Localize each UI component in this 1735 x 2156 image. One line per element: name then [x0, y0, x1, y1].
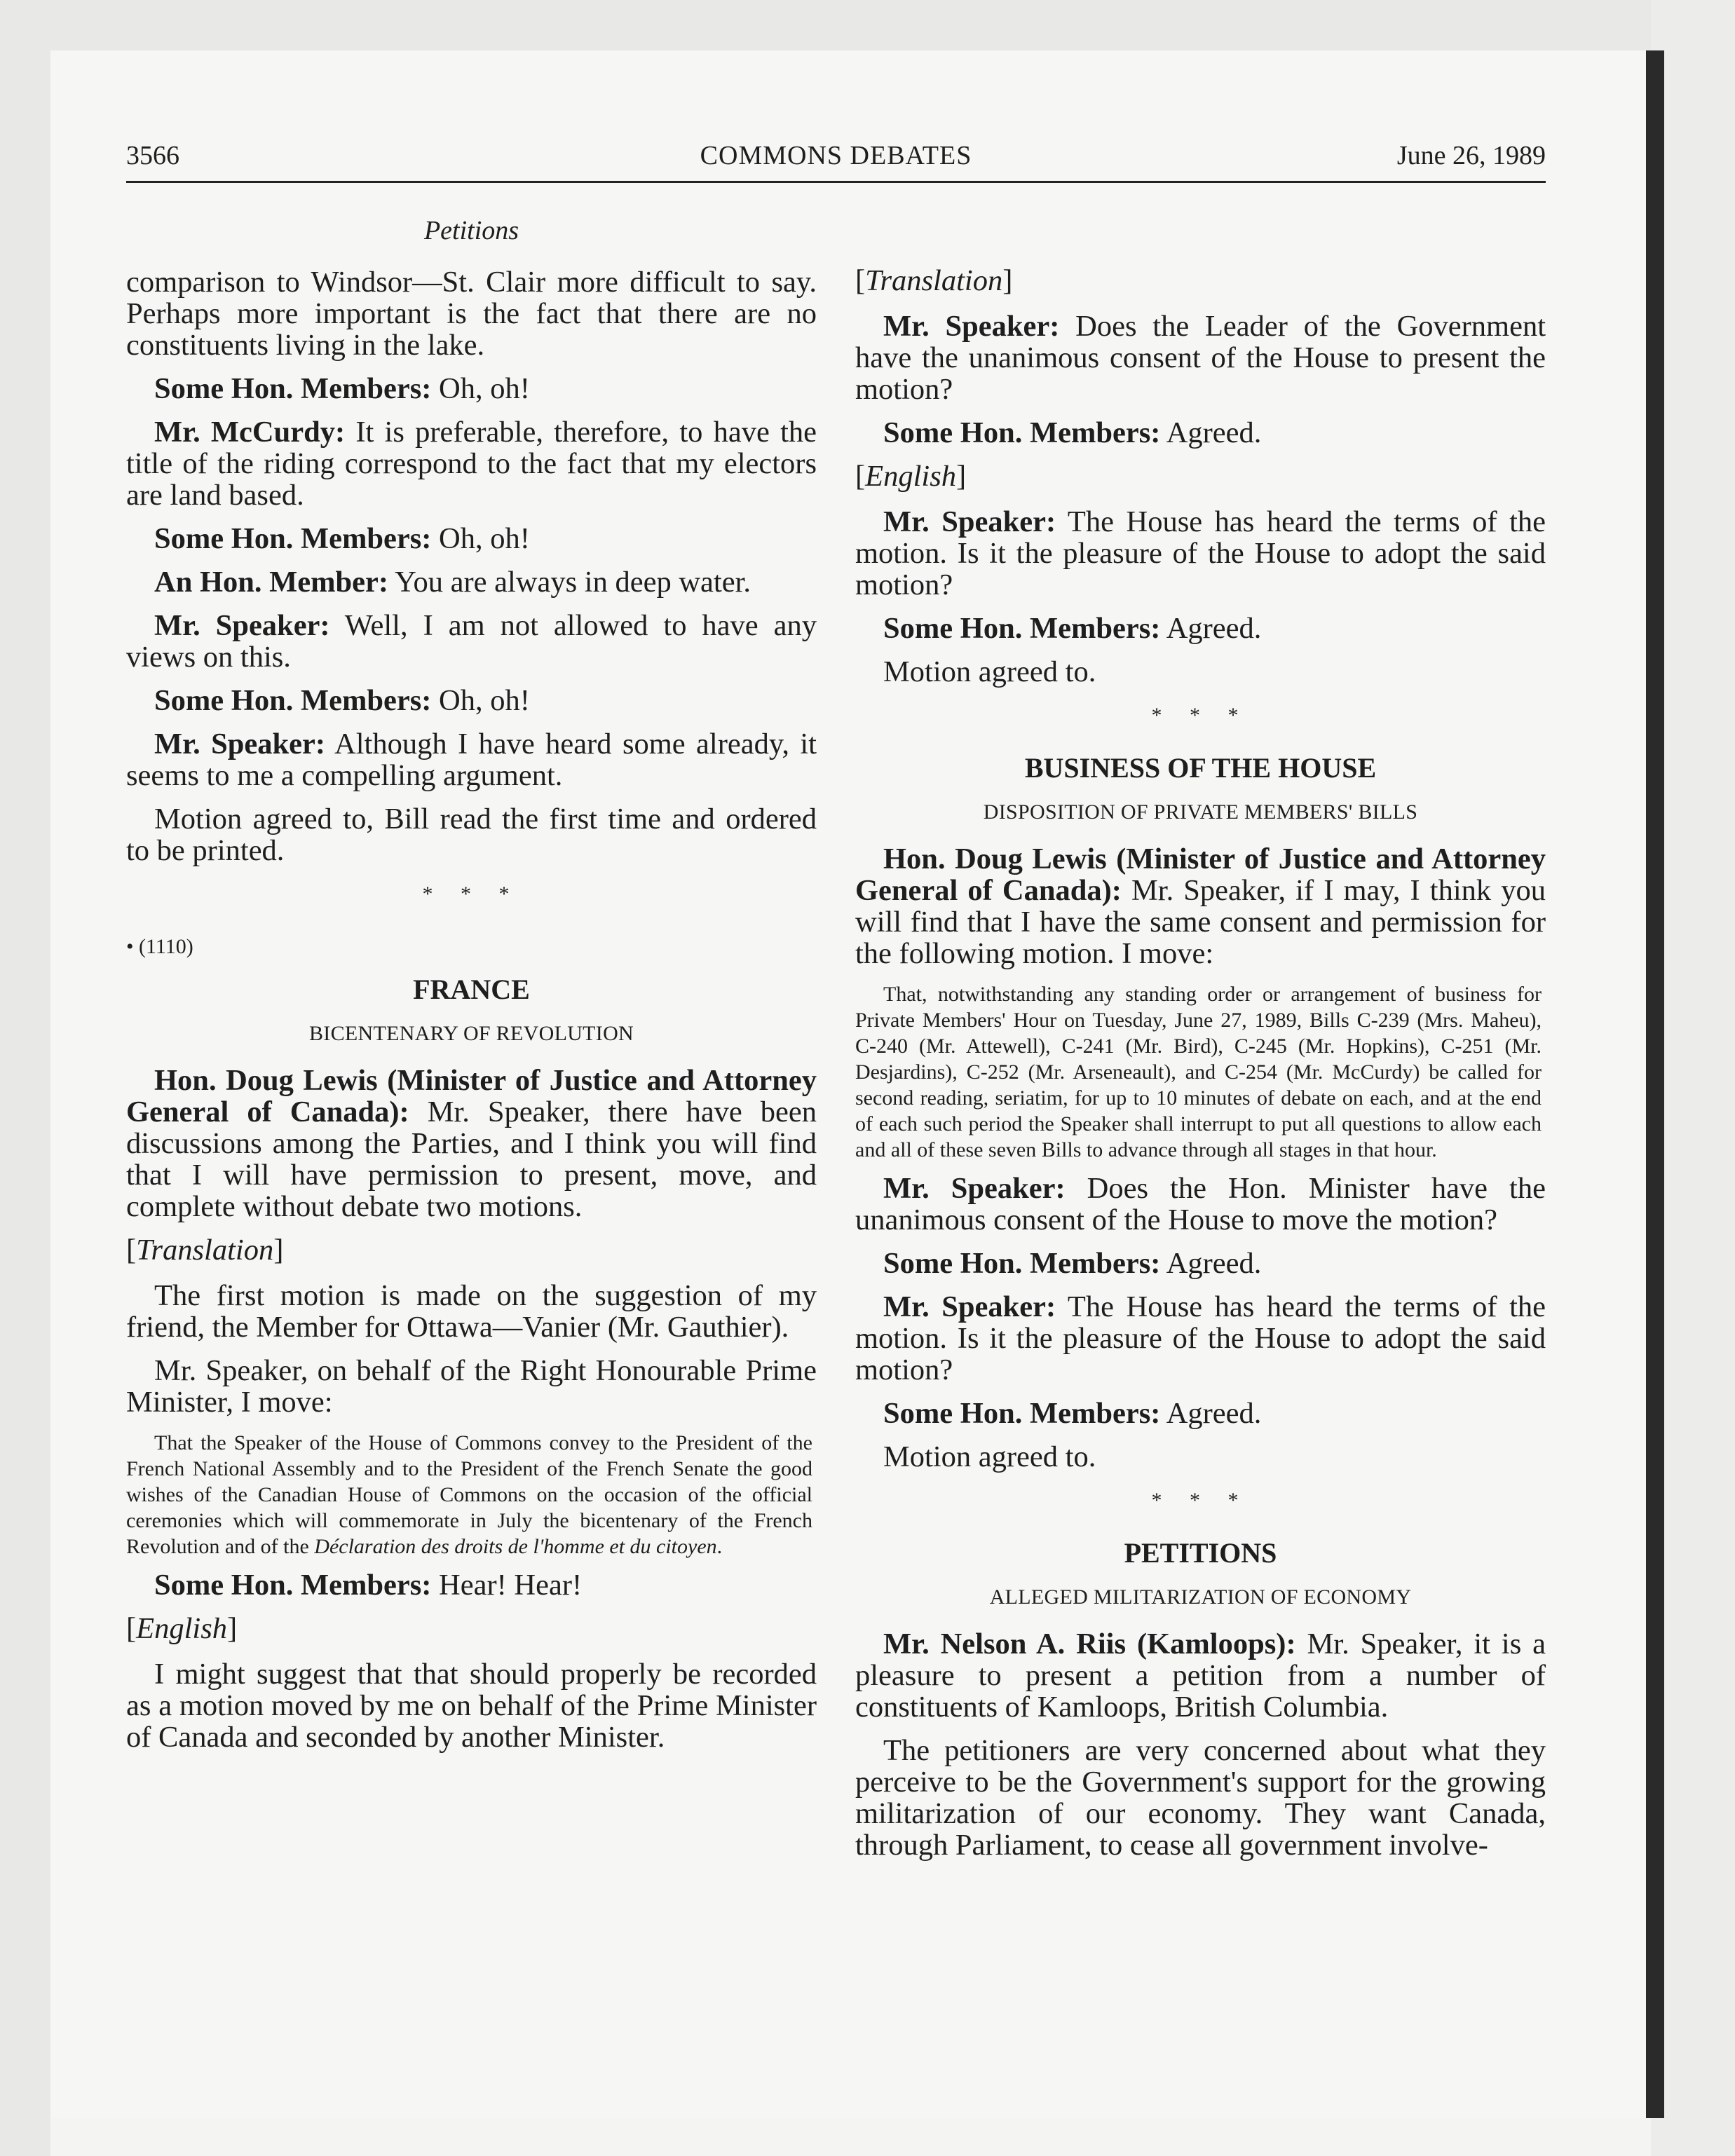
speaker-name: Mr. McCurdy:	[154, 416, 346, 449]
speech-text: Mr. Speaker, it is a pleasure to present a petition from a number of constituents of Kamloops, British Columbia.	[855, 1628, 1546, 1724]
paragraph	[855, 1628, 1546, 1723]
binding-edge-bar	[1646, 50, 1664, 2118]
speaker-name: Mr. Speaker:	[883, 310, 1060, 343]
header-date: June 26, 1989	[1396, 141, 1546, 170]
language-tag: [English]	[126, 1612, 238, 1645]
paragraph	[126, 728, 817, 791]
speech-text: Oh, oh!	[431, 522, 530, 555]
speech-text: Mr. Speaker, there have been discussions among the Parties, and I think you will find that I will have permission to present, move, and complete without debate two motions.	[126, 1096, 817, 1223]
paragraph: The first motion is made on the suggestion of my friend, the Member for Ottawa—Vanier (Mr. Gauthier).	[126, 1279, 817, 1344]
paragraph	[855, 843, 1546, 969]
paragraph	[855, 1291, 1546, 1386]
publication-title: COMMONS DEBATES	[700, 141, 972, 170]
left-column	[126, 266, 817, 1765]
paragraph	[126, 566, 817, 598]
subheading-private-members-bills: DISPOSITION OF PRIVATE MEMBERS' BILLS	[983, 800, 1418, 824]
speech-text: You are always in deep water.	[388, 566, 751, 599]
speaker-name: Some Hon. Members:	[154, 522, 432, 555]
speaker-name: Some Hon. Members:	[883, 416, 1161, 449]
section-separator: * * *	[422, 882, 521, 906]
paragraph: Motion agreed to.	[883, 1440, 1096, 1473]
speaker-name: Some Hon. Members:	[154, 1569, 432, 1602]
speech-text: Does the Leader of the Government have the unanimous consent of the House to present the motion?	[855, 310, 1546, 406]
paragraph: comparison to Windsor—St. Clair more difficult to say. Perhaps more important is the fact that there are no constituents living in the lake.	[126, 266, 817, 362]
language-tag-text: English	[865, 460, 957, 493]
speech-text: Oh, oh!	[431, 372, 530, 405]
speaker-name: Some Hon. Members:	[883, 612, 1161, 645]
paragraph	[855, 311, 1546, 405]
speech-text: The House has heard the terms of the motion. Is it the pleasure of the House to adopt the said motion?	[855, 1290, 1546, 1386]
paragraph	[126, 610, 817, 673]
speech-text: Mr. Speaker, if I may, I think you will find that I have the same consent and permission for the following motion. I move:	[855, 874, 1546, 970]
language-tag: [Translation]	[126, 1234, 284, 1267]
paragraph	[126, 1569, 817, 1601]
motion-italic-title: Déclaration des droits de l'homme et du citoyen	[314, 1535, 717, 1558]
speech-text: The House has heard the terms of the motion. Is it the pleasure of the House to adopt the said motion?	[855, 505, 1546, 601]
time-marker: • (1110)	[126, 935, 193, 958]
speech-text: It is preferable, therefore, to have the title of the riding correspond to the fact that my electors are land based.	[126, 416, 817, 512]
paragraph: The petitioners are very concerned about what they perceive to be the Government's support for the growing militarization of our economy. They want Canada, through Parliament, to cease all government involve-	[855, 1734, 1546, 1862]
speaker-name: An Hon. Member:	[154, 566, 389, 599]
subheading-militarization: ALLEGED MILITARIZATION OF ECONOMY	[989, 1585, 1412, 1609]
paragraph: Motion agreed to, Bill read the first time and ordered to be printed.	[126, 803, 817, 867]
speech-text: Does the Hon. Minister have the unanimous consent of the House to move the motion?	[855, 1172, 1546, 1236]
section-separator: * * *	[1151, 704, 1250, 727]
running-header	[126, 140, 1546, 179]
heading-france: FRANCE	[413, 974, 530, 1005]
paragraph	[855, 613, 1546, 644]
language-tag-text: Translation	[865, 264, 1003, 297]
speaker-name: Some Hon. Members:	[883, 1247, 1161, 1280]
paragraph: Motion agreed to.	[883, 655, 1096, 688]
page-number: 3566	[126, 141, 179, 170]
speaker-name: Mr. Speaker:	[883, 1172, 1066, 1205]
speech-text: Agreed.	[1160, 612, 1262, 645]
scan-border-left	[0, 0, 50, 2156]
motion-text: That, notwithstanding any standing order or arrangement of business for Private Members' Hour on Tuesday, June 27, 1989, Bills C-239 (Mrs. Maheu), C-240 (Mr. Attewell), C-241 (Mr. Bird), C-245 (Mr. Hopkins), C-251 (Mr. Desjardins), C-252 (Mr. Arseneault), and C-254 (Mr. McCurdy) be called for second reading, seriatim, for up to 10 minutes of debate on each, and at the end of each such period the Speaker shall interrupt to put all questions to allow each and all of these seven Bills to advance through all stages in that hour.	[855, 983, 1542, 1161]
language-tag-text: Translation	[136, 1234, 274, 1267]
section-separator: * * *	[1151, 1489, 1250, 1512]
subheading-bicentenary: BICENTENARY OF REVOLUTION	[308, 1022, 634, 1045]
paragraph	[126, 1065, 817, 1222]
paragraph: I might suggest that that should properly be recorded as a motion moved by me on behalf of the Prime Minister of Canada and seconded by another Minister.	[126, 1658, 817, 1754]
speech-text: Well, I am not allowed to have any views on this.	[126, 609, 817, 674]
speech-text: Agreed.	[1160, 1397, 1262, 1430]
paragraph	[855, 1248, 1546, 1279]
speaker-name: Mr. Speaker:	[883, 1290, 1056, 1323]
section-title: Petitions	[423, 216, 519, 245]
paragraph: Mr. Speaker, on behalf of the Right Honourable Prime Minister, I move:	[126, 1354, 817, 1419]
paragraph	[855, 1173, 1546, 1236]
paragraph	[855, 417, 1546, 449]
speaker-name: Hon. Doug Lewis (Minister of Justice and Attorney General of Canada):	[126, 1064, 817, 1128]
speech-text: Agreed.	[1160, 1247, 1262, 1280]
speaker-name: Some Hon. Members:	[883, 1397, 1161, 1430]
speaker-name: Some Hon. Members:	[154, 372, 432, 405]
speech-text: Although I have heard some already, it seems to me a compelling argument.	[126, 728, 817, 792]
speech-text: Hear! Hear!	[431, 1569, 583, 1602]
paragraph	[855, 506, 1546, 601]
speaker-name: Mr. Speaker:	[154, 609, 330, 642]
header-rule	[126, 181, 1546, 183]
language-tag: [English]	[855, 460, 967, 493]
paragraph	[126, 373, 817, 404]
speaker-name: Mr. Nelson A. Riis (Kamloops):	[883, 1628, 1296, 1660]
heading-business-of-the-house: BUSINESS OF THE HOUSE	[1024, 752, 1377, 784]
paragraph	[126, 416, 817, 511]
right-column	[855, 265, 1546, 1873]
speaker-name: Mr. Speaker:	[883, 505, 1056, 538]
speaker-name: Hon. Doug Lewis (Minister of Justice and Attorney General of Canada):	[855, 842, 1546, 907]
scan-border-top	[0, 0, 1735, 50]
speaker-name: Some Hon. Members:	[154, 684, 432, 717]
paragraph	[855, 1398, 1546, 1429]
speech-text: Oh, oh!	[431, 684, 530, 717]
speech-text: Agreed.	[1160, 416, 1262, 449]
paragraph	[126, 685, 817, 716]
language-tag-text: English	[136, 1612, 228, 1645]
speaker-name: Mr. Speaker:	[154, 728, 325, 760]
paragraph	[126, 523, 817, 554]
heading-petitions: PETITIONS	[1124, 1537, 1277, 1569]
language-tag: [Translation]	[855, 264, 1013, 297]
motion-text: That the Speaker of the House of Commons convey to the President of the French National Assembly and to the President of the French Senate the good wishes of the Canadian House of Commons on the occasion of the official ceremonies which will commemorate in July the bicentenary of the French Revolution and of the Déclaration des droits de l'homme et du citoyen.	[126, 1431, 812, 1558]
